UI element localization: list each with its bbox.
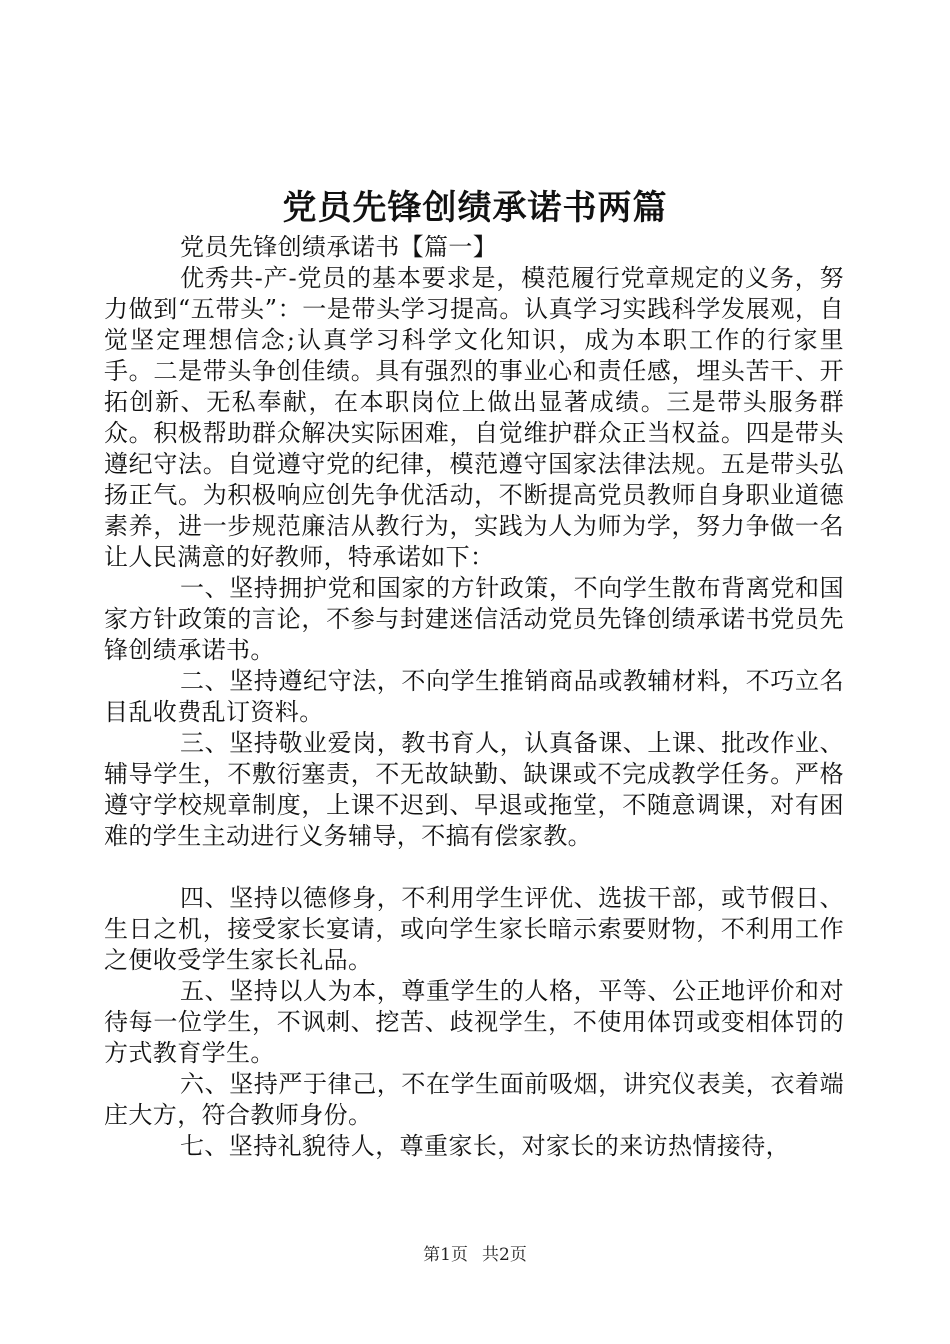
section-heading: 党员先锋创绩承诺书【篇一】: [180, 233, 498, 261]
paragraph-pledge-2: 二、坚持遵纪守法，不向学生推销商品或教辅材料，不巧立名目乱收费乱订资料。: [104, 667, 844, 726]
document-body: [104, 232, 844, 1162]
page-footer: [0, 1244, 950, 1266]
page-number: 第1页: [423, 1245, 468, 1265]
paragraph-pledge-5: 五、坚持以人为本，尊重学生的人格，平等、公正地评价和对待每一位学生，不讽刺、挖苦、歧视学生，不使用体罚或变相体罚的方式教育学生。: [104, 977, 844, 1067]
paragraph-pledge-4: 四、坚持以德修身，不利用学生评优、选拔干部，或节假日、生日之机，接受家长宴请，或向学生家长暗示索要财物，不利用工作之便收受学生家长礼品。: [104, 884, 844, 974]
paragraph-pledge-7: 七、坚持礼貌待人，尊重家长，对家长的来访热情接待，: [180, 1132, 790, 1160]
document-title: 党员先锋创绩承诺书两篇: [282, 188, 668, 228]
page-total: 共2页: [482, 1245, 527, 1265]
paragraph-pledge-3: 三、坚持敬业爱岗，教书育人，认真备课、上课、批改作业、辅导学生，不敷衍塞责，不无故缺勤、缺课或不完成教学任务。严格遵守学校规章制度，上课不迟到、早退或拖堂，不随意调课，对有困难的学生主动进行义务辅导，不搞有偿家教。: [104, 729, 844, 850]
paragraph-intro: 优秀共-产-党员的基本要求是，模范履行党章规定的义务，努力做到“五带头”：一是带头学习提高。认真学习实践科学发展观，自觉坚定理想信念;认真学习科学文化知识，成为本职工作的行家里手。二是带头争创佳绩。具有强烈的事业心和责任感，埋头苦干、开拓创新、无私奉献，在本职岗位上做出显著成绩。三是带头服务群众。积极帮助群众解决实际困难，自觉维护群众正当权益。四是带头遵纪守法。自觉遵守党的纪律，模范遵守国家法律法规。五是带头弘扬正气。为积极响应创先争优活动，不断提高党员教师自身职业道德素养，进一步规范廉洁从教行为，实践为人为师为学，努力争做一名让人民满意的好教师，特承诺如下：: [104, 264, 844, 571]
paragraph-pledge-6: 六、坚持严于律己，不在学生面前吸烟，讲究仪表美，衣着端庄大方，符合教师身份。: [104, 1070, 844, 1129]
paragraph-pledge-1: 一、坚持拥护党和国家的方针政策，不向学生散布背离党和国家方针政策的言论，不参与封建迷信活动党员先锋创绩承诺书党员先锋创绩承诺书。: [104, 574, 844, 664]
